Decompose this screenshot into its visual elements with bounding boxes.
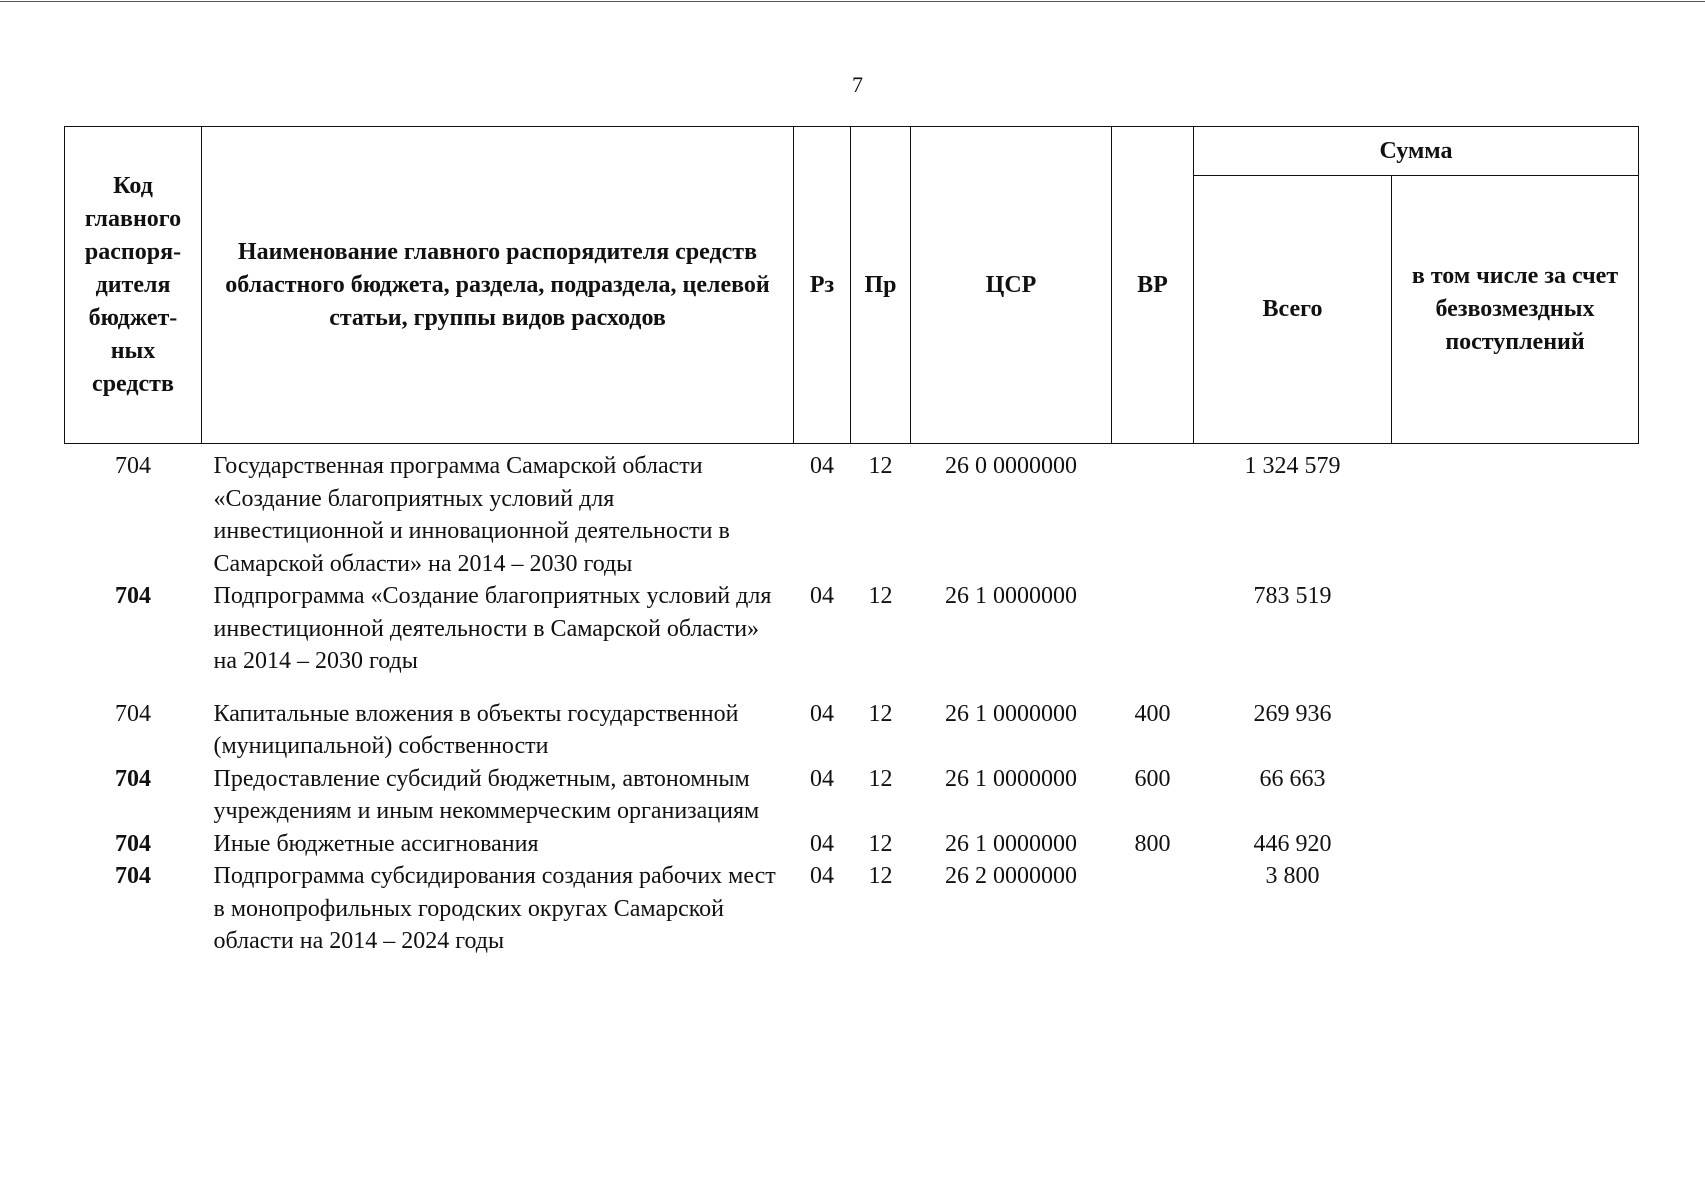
cell-total: 783 519 xyxy=(1253,583,1332,609)
cell-name: Капитальные вложения в объекты государственной (муниципальной) собственности xyxy=(213,700,739,759)
header-csr: ЦСР xyxy=(911,127,1112,444)
cell-csr: 26 2 0000000 xyxy=(945,863,1077,889)
header-name: Наименование главного распорядителя средств областного бюджета, раздела, подраздела, целевой статьи, группы видов расходов xyxy=(202,127,794,444)
cell-rz: 04 xyxy=(810,700,834,727)
page-number: 7 xyxy=(852,72,863,97)
cell-name: Государственная программа Самарской области «Создание благоприятных условий для инвестиционной и инновационной деятельности в Самарской области» на 2014 – 2030 годы xyxy=(213,453,730,577)
cell-name: Подпрограмма субсидирования создания рабочих мест в монопрофильных городских округах Самарской области на 2014 – 2024 годы xyxy=(213,863,776,954)
scan-edge-line xyxy=(0,1,1705,2)
cell-name: Предоставление субсидий бюджетным, автономным учреждениям и иным некоммерческим организациям xyxy=(213,765,760,824)
cell-csr: 26 1 0000000 xyxy=(945,583,1077,609)
cell-free xyxy=(1392,444,1639,581)
cell-free xyxy=(1392,860,1639,958)
header-rz: Рз xyxy=(794,127,851,444)
cell-total: 446 920 xyxy=(1253,830,1332,857)
header-pr: Пр xyxy=(851,127,911,444)
cell-rz: 04 xyxy=(810,765,834,792)
cell-vr: 600 xyxy=(1134,765,1171,792)
table-row xyxy=(65,860,1639,958)
table-header xyxy=(65,127,1639,444)
cell-vr xyxy=(1112,580,1194,698)
cell-free xyxy=(1392,580,1639,698)
header-sum: Сумма xyxy=(1194,127,1639,176)
cell-vr xyxy=(1112,444,1194,581)
cell-code: 704 xyxy=(115,863,151,889)
table-row xyxy=(65,698,1639,763)
cell-code: 704 xyxy=(115,700,151,727)
cell-name: Иные бюджетные ассигнования xyxy=(213,830,539,857)
cell-csr: 26 1 0000000 xyxy=(945,765,1077,792)
cell-free xyxy=(1392,698,1639,763)
cell-pr: 12 xyxy=(868,700,893,727)
table-row xyxy=(65,580,1639,698)
cell-csr: 26 1 0000000 xyxy=(945,830,1077,857)
cell-vr: 400 xyxy=(1134,700,1171,727)
cell-pr: 12 xyxy=(868,863,893,889)
cell-total: 66 663 xyxy=(1259,765,1326,792)
cell-code: 704 xyxy=(115,583,151,609)
cell-pr: 12 xyxy=(868,765,893,792)
cell-total: 3 800 xyxy=(1265,863,1320,889)
cell-free xyxy=(1392,828,1639,861)
cell-rz: 04 xyxy=(810,830,834,857)
cell-pr: 12 xyxy=(868,583,893,609)
table-row xyxy=(65,444,1639,581)
cell-free xyxy=(1392,763,1639,828)
cell-rz: 04 xyxy=(810,863,834,889)
cell-csr: 26 1 0000000 xyxy=(945,700,1077,727)
cell-code: 704 xyxy=(115,765,151,792)
cell-pr: 12 xyxy=(868,830,893,857)
cell-code: 704 xyxy=(115,453,151,479)
header-code: Код главного распоря-дителя бюджет-ных средств xyxy=(65,127,202,444)
cell-vr xyxy=(1112,860,1194,958)
header-total: Всего xyxy=(1194,176,1392,444)
cell-csr: 26 0 0000000 xyxy=(945,453,1077,479)
header-vr: ВР xyxy=(1112,127,1194,444)
cell-pr: 12 xyxy=(868,453,893,479)
table-row xyxy=(65,828,1639,861)
table-body xyxy=(65,444,1639,958)
cell-total: 1 324 579 xyxy=(1244,453,1341,479)
cell-code: 704 xyxy=(115,830,151,857)
cell-rz: 04 xyxy=(810,583,834,609)
header-free: в том числе за счет безвозмездных поступлений xyxy=(1392,176,1639,444)
cell-vr: 800 xyxy=(1134,830,1171,857)
cell-total: 269 936 xyxy=(1253,700,1332,727)
table-row xyxy=(65,763,1639,828)
budget-table xyxy=(64,126,1639,958)
cell-name: Подпрограмма «Создание благоприятных условий для инвестиционной деятельности в Самарской области» на 2014 – 2030 годы xyxy=(213,583,772,674)
cell-rz: 04 xyxy=(810,453,834,479)
